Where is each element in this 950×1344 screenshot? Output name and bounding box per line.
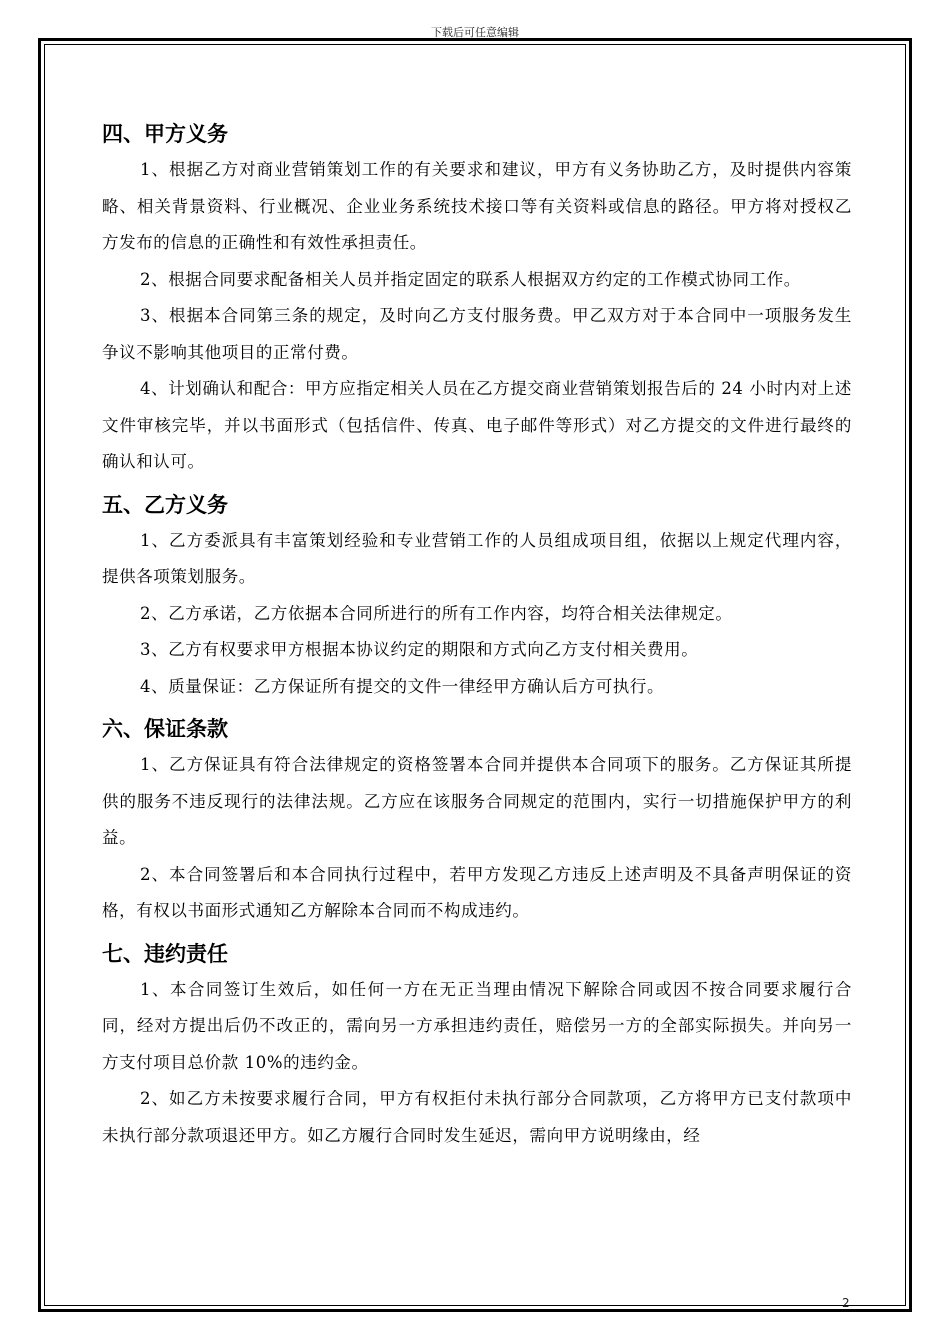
- page-number: 2: [842, 1296, 850, 1310]
- paragraph: 1、根据乙方对商业营销策划工作的有关要求和建议，甲方有义务协助乙方，及时提供内容策略、相关背景资料、行业概况、企业业务系统技术接口等有关资料或信息的路径。甲方将对授权乙方发布的信息的正确性和有效性承担责任。: [102, 160, 852, 252]
- section-title: 四、甲方义务: [102, 122, 228, 146]
- paragraph: 3、根据本合同第三条的规定，及时向乙方支付服务费。甲乙双方对于本合同中一项服务发生争议不影响其他项目的正常付费。: [102, 306, 852, 362]
- header-note: 下载后可任意编辑: [431, 26, 519, 39]
- paragraph: 2、乙方承诺，乙方依据本合同所进行的所有工作内容，均符合相关法律规定。: [140, 603, 733, 623]
- document-body: [102, 116, 852, 1154]
- paragraph: 3、乙方有权要求甲方根据本协议约定的期限和方式向乙方支付相关费用。: [140, 640, 699, 659]
- paragraph: 4、质量保证：乙方保证所有提交的文件一律经甲方确认后方可执行。: [140, 676, 665, 696]
- paragraph: 2、本合同签署后和本合同执行过程中，若甲方发现乙方违反上述声明及不具备声明保证的资格，有权以书面形式通知乙方解除本合同而不构成违约。: [102, 864, 852, 920]
- section-title: 七、违约责任: [102, 941, 228, 966]
- section-title: 五、乙方义务: [102, 492, 228, 517]
- section-guarantee-clauses: [102, 711, 852, 930]
- paragraph: 2、根据合同要求配备相关人员并指定固定的联系人根据双方约定的工作模式协同工作。: [140, 269, 801, 289]
- paragraph: 2、如乙方未按要求履行合同，甲方有权拒付未执行部分合同款项，乙方将甲方已支付款项中未执行部分款项退还甲方。如乙方履行合同时发生延迟，需向甲方说明缘由，经: [102, 1089, 852, 1145]
- section-breach-liability: [102, 936, 852, 1155]
- paragraph: 1、乙方保证具有符合法律规定的资格签署本合同并提供本合同项下的服务。乙方保证其所提供的服务不违反现行的法律法规。乙方应在该服务合同规定的范围内，实行一切措施保护甲方的利益。: [102, 755, 852, 847]
- paragraph: 4、计划确认和配合：甲方应指定相关人员在乙方提交商业营销策划报告后的 24 小时内对上述文件审核完毕，并以书面形式（包括信件、传真、电子邮件等形式）对乙方提交的文件进行最终的确认和认可。: [102, 379, 852, 471]
- section-jiafang-duties: [102, 116, 852, 481]
- paragraph: 1、本合同签订生效后，如任何一方在无正当理由情况下解除合同或因不按合同要求履行合同，经对方提出后仍不改正的，需向另一方承担违约责任，赔偿另一方的全部实际损失。并向另一方支付项目总价款 10%的违约金。: [102, 979, 852, 1072]
- section-title: 六、保证条款: [102, 717, 228, 741]
- paragraph: 1、乙方委派具有丰富策划经验和专业营销工作的人员组成项目组，依据以上规定代理内容，提供各项策划服务。: [102, 530, 852, 586]
- section-yifang-duties: [102, 487, 852, 706]
